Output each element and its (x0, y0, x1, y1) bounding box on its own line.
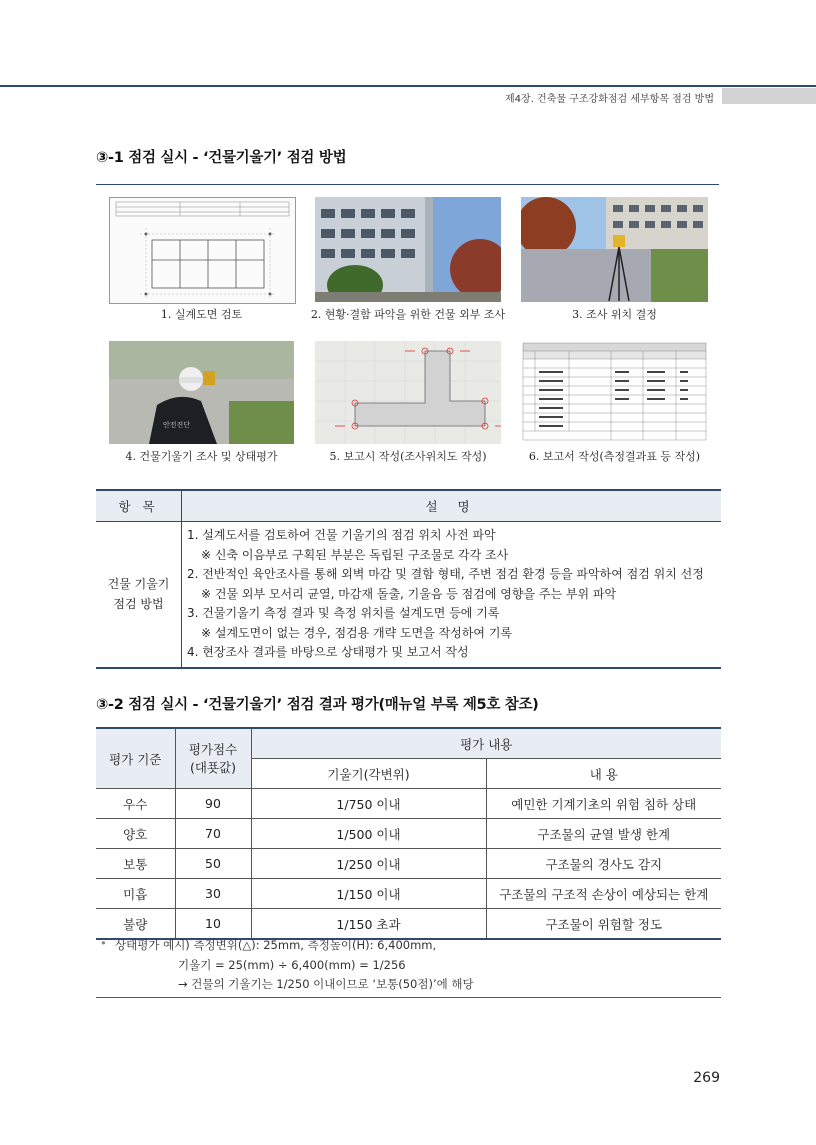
page-number: 269 (693, 1070, 720, 1086)
grade-cell: 불량 (96, 909, 175, 940)
tilt-cell: 1/150 초과 (251, 909, 486, 940)
detail-cell: 예민한 기계기초의 위험 침하 상태 (486, 789, 721, 819)
item-line-2: 점검 방법 (113, 597, 164, 612)
tilt-cell: 1/150 이내 (251, 879, 486, 909)
method-table (96, 489, 721, 669)
caption-2: 2. 현황·결함 파악을 위한 건물 외부 조사 (310, 308, 506, 321)
caption-4: 4. 건물기울기 조사 및 상태평가 (125, 450, 278, 463)
desc-line-1: 1. 설계도서를 검토하여 건물 기울기의 점검 위치 사전 파악 (187, 528, 496, 542)
method-table-header (96, 491, 721, 522)
grade-cell: 양호 (96, 819, 175, 849)
item-line-1: 건물 기울기 (107, 577, 170, 592)
item-cell (96, 522, 182, 667)
caption-6: 6. 보고서 작성(측정결과표 등 작성) (528, 450, 701, 463)
header-rule (0, 85, 816, 87)
svg-text:안전진단: 안전진단 (163, 421, 191, 429)
header-desc: 설 명 (425, 499, 478, 514)
table-row (96, 879, 721, 909)
survey-position-image (521, 197, 708, 302)
desc-line-2: 2. 전반적인 육안조사를 통해 외벽 마감 및 결함 형태, 주변 점검 환경 등을 파악하여 점검 위치 선정 (187, 567, 704, 581)
detail-cell: 구조물이 위험할 정도 (486, 909, 721, 940)
score-cell: 50 (175, 849, 251, 879)
example-line-2: 기울기 = 25(mm) ÷ 6,400(mm) = 1/256 (178, 958, 406, 972)
example-line-1: 상태평가 예시) 측정변위(△): 25mm, 측정높이(H): 6,400mm, (115, 938, 437, 952)
drawing-review-image (109, 197, 296, 304)
building-exterior-image (315, 197, 501, 302)
section2-title: ③-2 점검 실시 - ‘건물기울기’ 점검 결과 평가(매뉴얼 부록 제5호 참조) (96, 697, 539, 713)
header-content: 평가 내용 (251, 728, 721, 759)
score-cell: 70 (175, 819, 251, 849)
grade-cell: 미흡 (96, 879, 175, 909)
bottom-rule (96, 997, 721, 998)
tilt-cell: 1/750 이내 (251, 789, 486, 819)
header-tab (722, 88, 816, 104)
desc-cell (182, 522, 721, 667)
caption-5: 5. 보고시 작성(조사위치도 작성) (329, 450, 487, 463)
header-criterion: 평가 기준 (96, 728, 175, 789)
chapter-header: 제4장. 건축물 구조강화점검 세부항목 점검 방법 (505, 94, 714, 105)
desc-line-3: 3. 건물기울기 측정 결과 및 측정 위치를 설계도면 등에 기록 (187, 606, 500, 620)
table-row (96, 849, 721, 879)
caption-3: 3. 조사 위치 결정 (572, 308, 657, 321)
desc-note-3: ※ 설계도면이 없는 경우, 점검용 개략 도면을 작성하여 기록 (201, 625, 513, 640)
method-table-row (96, 522, 721, 667)
detail-cell: 구조물의 경사도 감지 (486, 849, 721, 879)
table-row (96, 909, 721, 940)
grade-cell: 우수 (96, 789, 175, 819)
header-score-line-1: 평가점수 (188, 741, 238, 757)
example-line-3: → 건물의 기울기는 1/250 이내이므로 ‘보통(50점)’에 해당 (178, 977, 474, 991)
section1-rule (96, 184, 719, 185)
header-score-line-2: (대푯값) (190, 759, 236, 775)
tilt-cell: 1/500 이내 (251, 819, 486, 849)
table-row (96, 819, 721, 849)
tilt-cell: 1/250 이내 (251, 849, 486, 879)
grade-cell: 보통 (96, 849, 175, 879)
desc-note-2: ※ 건물 외부 모서리 균열, 마감재 돌출, 기울음 등 점검에 영향을 주는 부위 파악 (201, 586, 617, 601)
header-item: 항 목 (96, 491, 182, 521)
bullet-icon: • (100, 936, 107, 950)
detail-cell: 구조물의 균열 발생 한계 (486, 819, 721, 849)
desc-line-4: 4. 현장조사 결과를 바탕으로 상태평가 및 보고서 작성 (187, 645, 469, 659)
caption-1: 1. 실계도면 검토 (160, 308, 243, 321)
score-cell: 30 (175, 879, 251, 909)
score-cell: 10 (175, 909, 251, 940)
header-detail: 내 용 (486, 759, 721, 789)
score-cell: 90 (175, 789, 251, 819)
header-tilt: 기울기(각변위) (251, 759, 486, 789)
survey-map-image (315, 341, 501, 444)
section1-title: ③-1 점검 실시 - ‘건물기울기’ 점검 방법 (96, 150, 347, 166)
evaluation-table (96, 727, 721, 940)
results-table-image (521, 341, 708, 444)
detail-cell: 구조물의 구조적 손상이 예상되는 한계 (486, 879, 721, 909)
desc-note-1: ※ 신축 이음부로 구획된 부분은 독립된 구조물로 각각 조사 (201, 547, 509, 562)
tilt-inspection-image (109, 341, 294, 444)
table-row (96, 789, 721, 819)
header-score (175, 728, 251, 789)
